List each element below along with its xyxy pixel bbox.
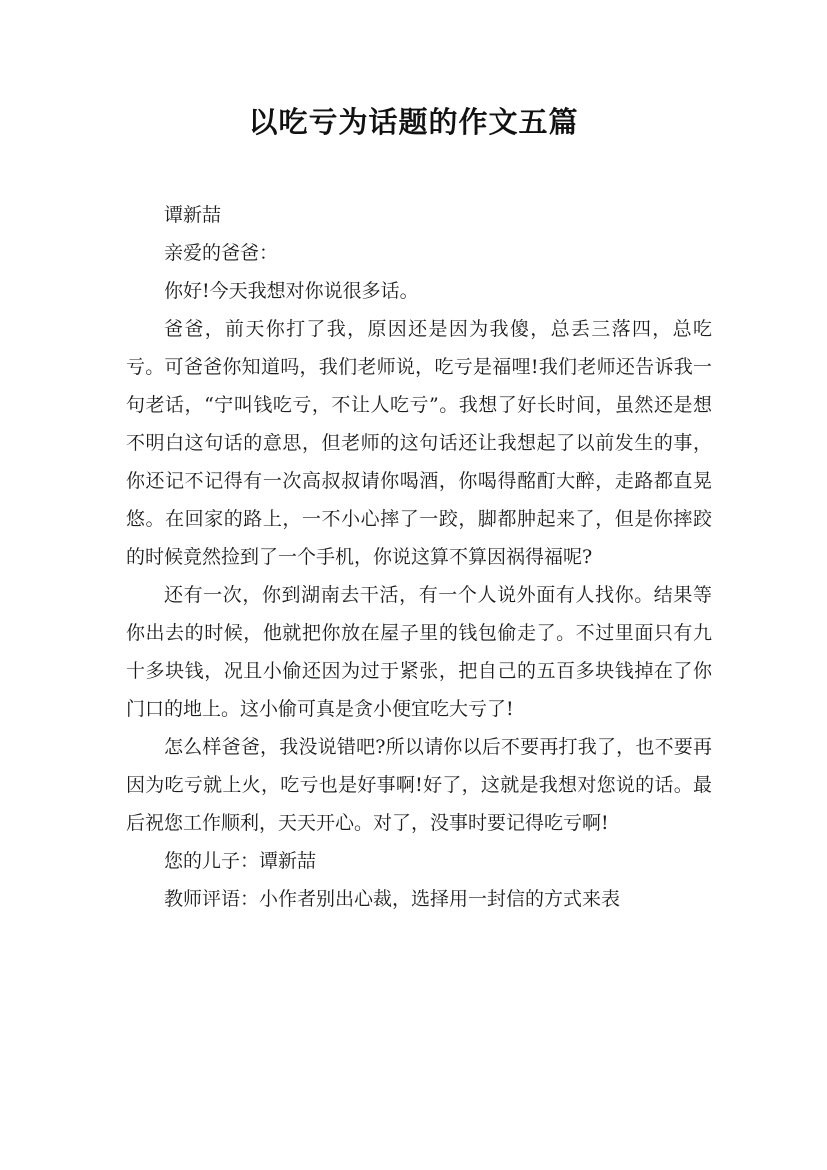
salutation: 亲爱的爸爸： (164, 242, 279, 264)
greeting-paragraph: 你好!今天我想对你说很多话。 (164, 280, 419, 302)
document-body (126, 196, 712, 918)
teacher-comment: 教师评语：小作者别出心裁，选择用一封信的方式来表 (164, 888, 621, 910)
author-line: 谭新喆 (164, 204, 222, 226)
signature-line: 您的儿子：谭新喆 (164, 850, 317, 872)
body-paragraph: 爸爸，前天你打了我，原因还是因为我傻，总丢三落四，总吃亏。可爸爸你知道吗，我们老师说，吃亏是福哩!我们老师还告诉我一句老话，“宁叫钱吃亏，不让人吃亏”。我想了好长时间，虽然还是想不明白这句话的意思，但老师的这句话还让我想起了以前发生的事，你还记不记得有一次高叔叔请你喝酒，你喝得酩酊大醉，走路都直晃悠。在回家的路上，一不小心摔了一跤，脚都肿起来了，但是你摔跤的时候竟然捡到了一个手机，你说这算不算因祸得福呢? (126, 318, 712, 568)
body-paragraph: 还有一次，你到湖南去干活，有一个人说外面有人找你。结果等你出去的时候，他就把你放在屋子里的钱包偷走了。不过里面只有九十多块钱，况且小偷还因为过于紧张，把自己的五百多块钱掉在了你门口的地上。这小偷可真是贪小便宜吃大亏了! (126, 584, 712, 720)
body-paragraph: 怎么样爸爸，我没说错吧?所以请你以后不要再打我了，也不要再因为吃亏就上火，吃亏也是好事啊!好了，这就是我想对您说的话。最后祝您工作顺利，天天开心。对了，没事时要记得吃亏啊! (126, 736, 712, 834)
document-title: 以吃亏为话题的作文五篇 (248, 105, 579, 139)
